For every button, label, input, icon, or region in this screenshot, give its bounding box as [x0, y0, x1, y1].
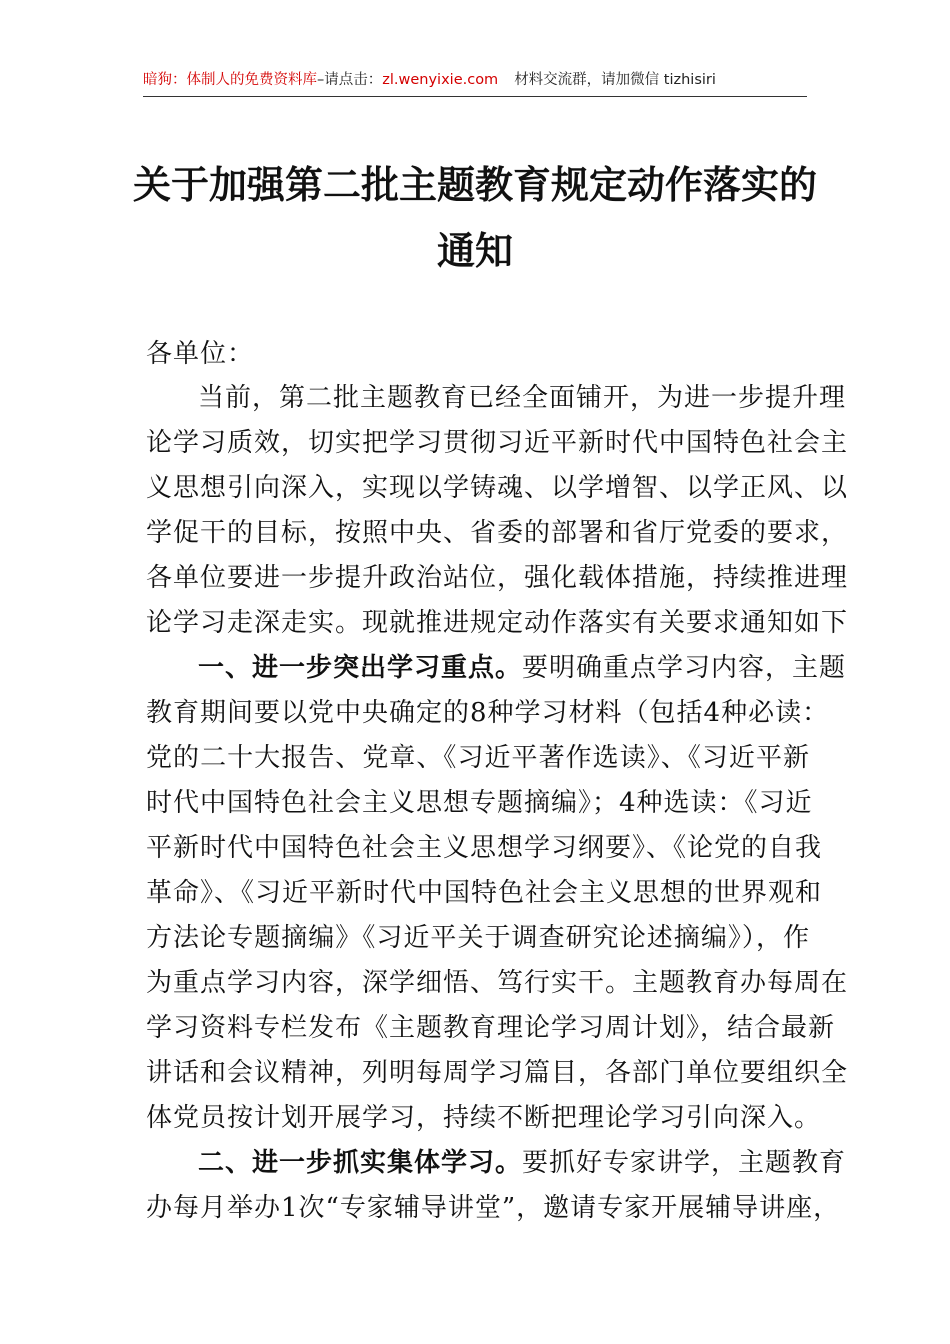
intro-line: 学促干的目标，按照中央、省委的部署和省厅党委的要求，: [146, 518, 849, 548]
wechat-note: 材料交流群，请加微信 tizhisiri: [514, 72, 716, 88]
section-1-line: 为重点学习内容，深学细悟、笃行实干。主题教育办每周在: [146, 968, 849, 998]
document-title-line-2: 通知: [436, 228, 513, 273]
document-header-banner: [143, 66, 807, 97]
intro-line: 当前，第二批主题教育已经全面铺开，为进一步提升理: [198, 383, 847, 413]
intro-line: 论学习质效，切实把学习贯彻习近平新时代中国特色社会主: [146, 428, 849, 458]
section-2-heading: 二、进一步抓实集体学习。: [198, 1148, 523, 1178]
section-2-line: 办每月举办1次“专家辅导讲堂”，邀请专家开展辅导讲座，: [146, 1193, 841, 1223]
section-1-line: 讲话和会议精神，列明每周学习篇目，各部门单位要组织全: [146, 1058, 849, 1088]
site-name: 暗狗：体制人的免费资料库: [143, 72, 317, 88]
section-1-line: 教育期间要以党中央确定的8种学习材料（包括4种必读：: [146, 698, 830, 728]
site-url-link[interactable]: zl.wenyixie.com: [382, 72, 499, 88]
section-1-line: 方法论专题摘编》《习近平关于调查研究论述摘编》），作: [146, 923, 810, 953]
section-1-heading: 一、进一步突出学习重点。: [198, 653, 523, 683]
intro-line: 义思想引向深入，实现以学铸魂、以学增智、以学正风、以: [146, 473, 849, 503]
section-1-first-line-text: 要明确重点学习内容，主题: [522, 653, 847, 683]
salutation: 各单位：: [146, 339, 255, 369]
intro-line: 各单位要进一步提升政治站位，强化载体措施，持续推进理: [146, 563, 849, 593]
section-1-line: 学习资料专栏发布《主题教育理论学习周计划》，结合最新: [146, 1013, 836, 1043]
document-title-line-1: 关于加强第二批主题教育规定动作落实的: [132, 162, 817, 207]
intro-line: 论学习走深走实。现就推进规定动作落实有关要求通知如下: [146, 608, 849, 638]
section-1-first-line: [198, 652, 847, 684]
section-2-first-line-text: 要抓好专家讲学，主题教育: [522, 1148, 847, 1178]
section-2-first-line: [198, 1147, 847, 1179]
click-prompt: –请点击：: [317, 72, 383, 88]
section-1-line: 革命》、《习近平新时代中国特色社会主义思想的世界观和: [146, 878, 823, 908]
section-1-line: 时代中国特色社会主义思想专题摘编》；4种选读：《习近: [146, 788, 813, 818]
section-1-last-line: 体党员按计划开展学习，持续不断把理论学习引向深入。: [146, 1103, 822, 1133]
section-1-line: 平新时代中国特色社会主义思想学习纲要》、《论党的自我: [146, 833, 823, 863]
section-1-line: 党的二十大报告、党章、《习近平著作选读》、《习近平新: [146, 743, 810, 773]
